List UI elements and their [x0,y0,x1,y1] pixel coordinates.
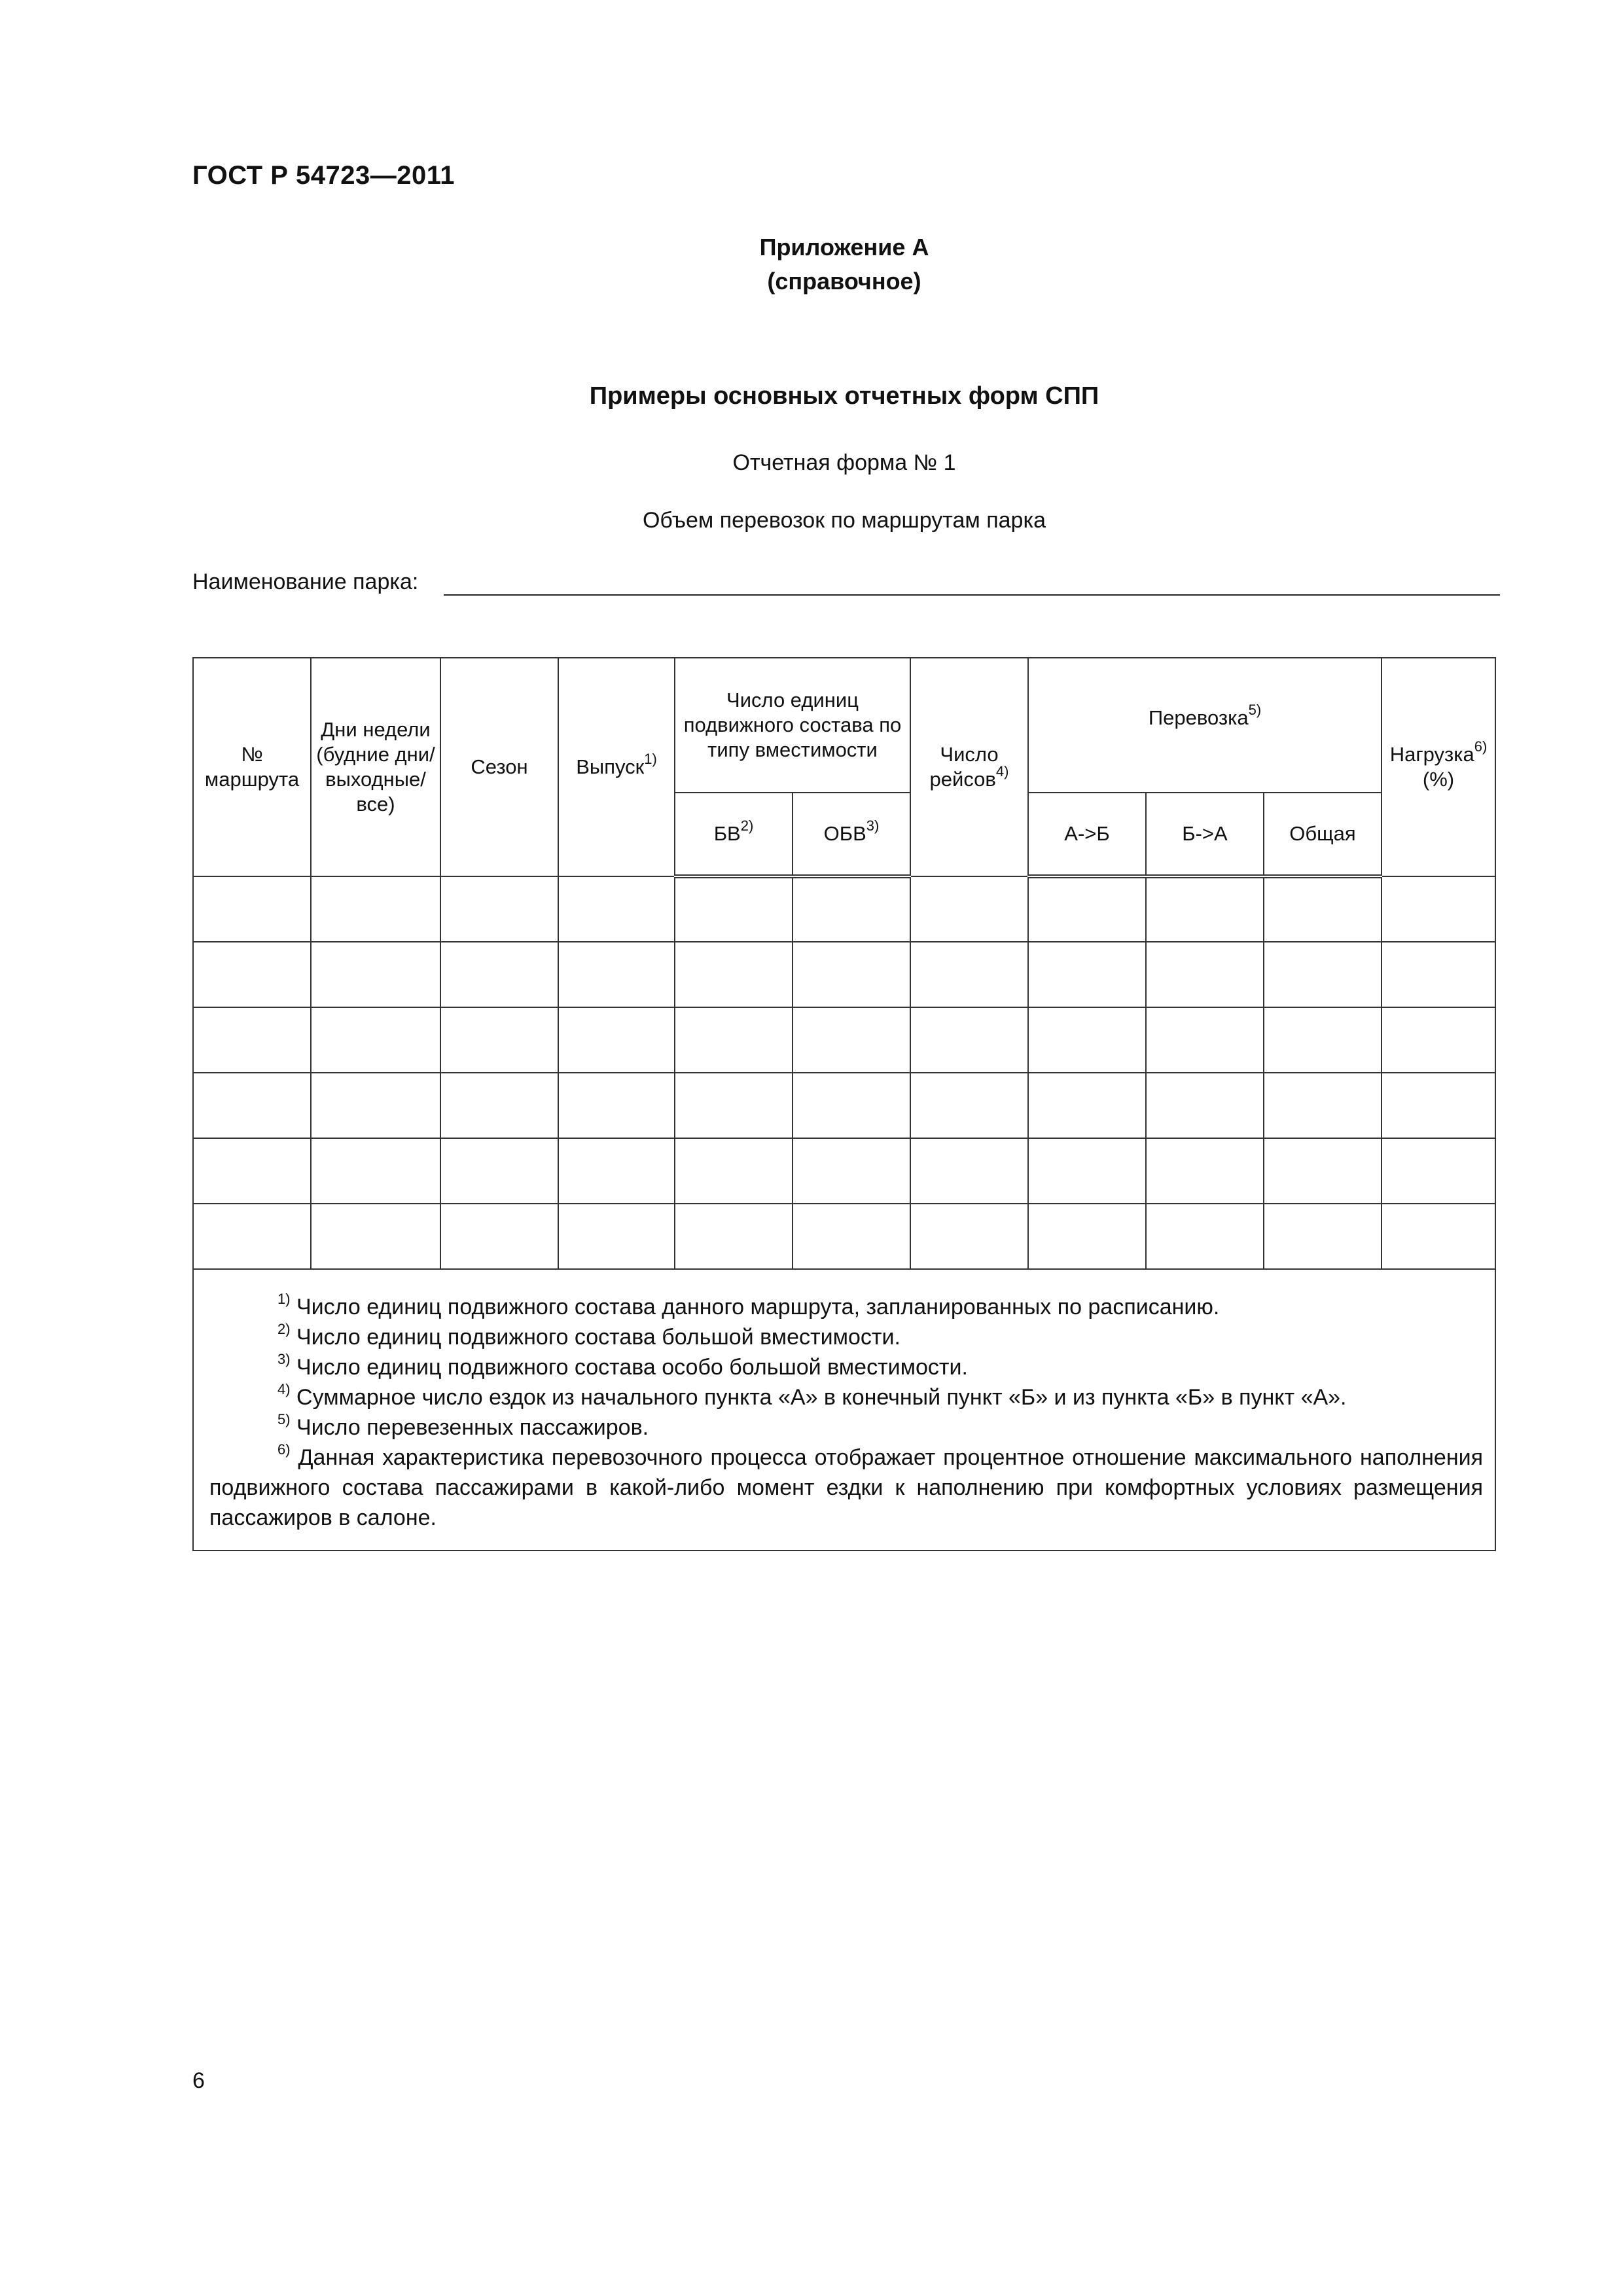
table-cell[interactable] [910,1073,1028,1138]
table-cell[interactable] [440,1007,558,1073]
table-cell[interactable] [193,1204,311,1269]
document-code: ГОСТ Р 54723—2011 [192,161,455,190]
table-cell[interactable] [1146,876,1264,942]
table-cell[interactable] [1146,1073,1264,1138]
table-cell[interactable] [1382,876,1495,942]
report-table [192,657,1496,1551]
table-cell[interactable] [1028,942,1146,1007]
footnote-5: $^{5)}$ Число перевезенных пассажиров. [277,1410,649,1440]
header-route: № маршрута [193,658,311,876]
table-cell[interactable] [440,1073,558,1138]
table-cell[interactable] [558,876,675,942]
park-name-label: Наименование парка: [192,569,419,594]
table-cell[interactable] [1382,942,1495,1007]
table-cell[interactable] [440,942,558,1007]
table-row [193,1204,1495,1269]
table-cell[interactable] [440,1204,558,1269]
page-number: 6 [192,2068,205,2093]
park-name-field[interactable] [444,594,1500,596]
table-cell[interactable] [1382,1007,1495,1073]
table-cell[interactable] [793,1138,910,1204]
table-cell[interactable] [558,1007,675,1073]
table-cell[interactable] [311,1204,440,1269]
table-cell[interactable] [1264,1138,1382,1204]
header-load: Нагрузка$^{6)}$ (%) [1382,658,1495,876]
table-cell[interactable] [910,942,1028,1007]
table-cell[interactable] [558,942,675,1007]
table-cell[interactable] [311,1007,440,1073]
footnote-1: $^{1)}$ Число единиц подвижного состава данного маршрута, запланированных по расписанию. [277,1290,1220,1319]
table-cell[interactable] [1264,876,1382,942]
table-row [193,1007,1495,1073]
table-cell[interactable] [1146,1007,1264,1073]
table-cell[interactable] [675,1138,793,1204]
table-cell[interactable] [793,1007,910,1073]
appendix-kind: (справочное) [767,268,921,295]
table-cell[interactable] [440,1138,558,1204]
header-a-to-b: А->Б [1028,793,1146,876]
table-cell[interactable] [675,1007,793,1073]
table-cell[interactable] [675,876,793,942]
footnote-3: $^{3)}$ Число единиц подвижного состава особо большой вместимости. [277,1350,968,1380]
table-cell[interactable] [910,876,1028,942]
footnote-6: $^{6)}$ Данная характеристика перевозочного процесса отображает процентное отношение максимального наполнения подвижного состава пассажирами в какой-либо момент ездки к наполнению при комфортных условиях размещения пассажиров в салоне. [209,1441,1483,1530]
table-cell[interactable] [793,1204,910,1269]
form-subtitle: Объем перевозок по маршрутам парка [642,508,1046,533]
table-cell[interactable] [793,942,910,1007]
table-cell[interactable] [910,1138,1028,1204]
table-cell[interactable] [1264,1007,1382,1073]
table-cell[interactable] [311,942,440,1007]
header-bv: БВ$^{2)}$ [675,793,793,876]
table-cell[interactable] [1146,1204,1264,1269]
table-cell[interactable] [675,1204,793,1269]
table-cell[interactable] [440,876,558,942]
table-cell[interactable] [1028,876,1146,942]
table-cell[interactable] [558,1204,675,1269]
table-cell[interactable] [193,942,311,1007]
table-cell[interactable] [1382,1138,1495,1204]
appendix-heading [0,230,1623,298]
table-cell[interactable] [1028,1007,1146,1073]
table-cell[interactable] [1028,1204,1146,1269]
footnote-4: $^{4)}$ Суммарное число ездок из начального пункта «А» в конечный пункт «Б» и из пункта «Б» в пункт «А». [277,1380,1347,1410]
header-obv: ОБВ$^{3)}$ [793,793,910,876]
table-cell[interactable] [193,1007,311,1073]
table-cell[interactable] [1264,1204,1382,1269]
header-transport: Перевозка$^{5)}$ [1028,658,1382,793]
section-title: Примеры основных отчетных форм СПП [589,382,1099,410]
table-footnotes [193,1269,1495,1551]
table-cell[interactable] [1028,1138,1146,1204]
table-row [193,876,1495,942]
table-cell[interactable] [1146,942,1264,1007]
header-season: Сезон [440,658,558,876]
table-cell[interactable] [910,1007,1028,1073]
table-cell[interactable] [1146,1138,1264,1204]
header-trips: Число рейсов$^{4)}$ [910,658,1028,876]
table-row [193,1073,1495,1138]
table-cell[interactable] [558,1073,675,1138]
table-cell[interactable] [1382,1204,1495,1269]
table-cell[interactable] [193,1138,311,1204]
table-cell[interactable] [1264,942,1382,1007]
table-cell[interactable] [193,1073,311,1138]
table-cell[interactable] [793,876,910,942]
table-cell[interactable] [793,1073,910,1138]
appendix-title: Приложение А [759,234,929,260]
footnote-2: $^{2)}$ Число единиц подвижного состава большой вместимости. [277,1320,901,1350]
header-total: Общая [1264,793,1382,876]
table-cell[interactable] [675,1073,793,1138]
table-cell[interactable] [675,942,793,1007]
table-cell[interactable] [558,1138,675,1204]
table-cell[interactable] [1264,1073,1382,1138]
table-cell[interactable] [1028,1073,1146,1138]
header-days: Дни недели (будние дни/ выходные/ все) [311,658,440,876]
table-row [193,1138,1495,1204]
table-cell[interactable] [311,1073,440,1138]
table-row [193,942,1495,1007]
table-cell[interactable] [311,1138,440,1204]
header-release: Выпуск$^{1)}$ [558,658,675,876]
table-cell[interactable] [1382,1073,1495,1138]
form-title: Отчетная форма № 1 [732,450,956,475]
header-units: Число единиц подвижного состава по типу вместимости [675,658,910,793]
table-cell[interactable] [311,876,440,942]
table-cell[interactable] [910,1204,1028,1269]
header-b-to-a: Б->А [1146,793,1264,876]
table-cell[interactable] [193,876,311,942]
